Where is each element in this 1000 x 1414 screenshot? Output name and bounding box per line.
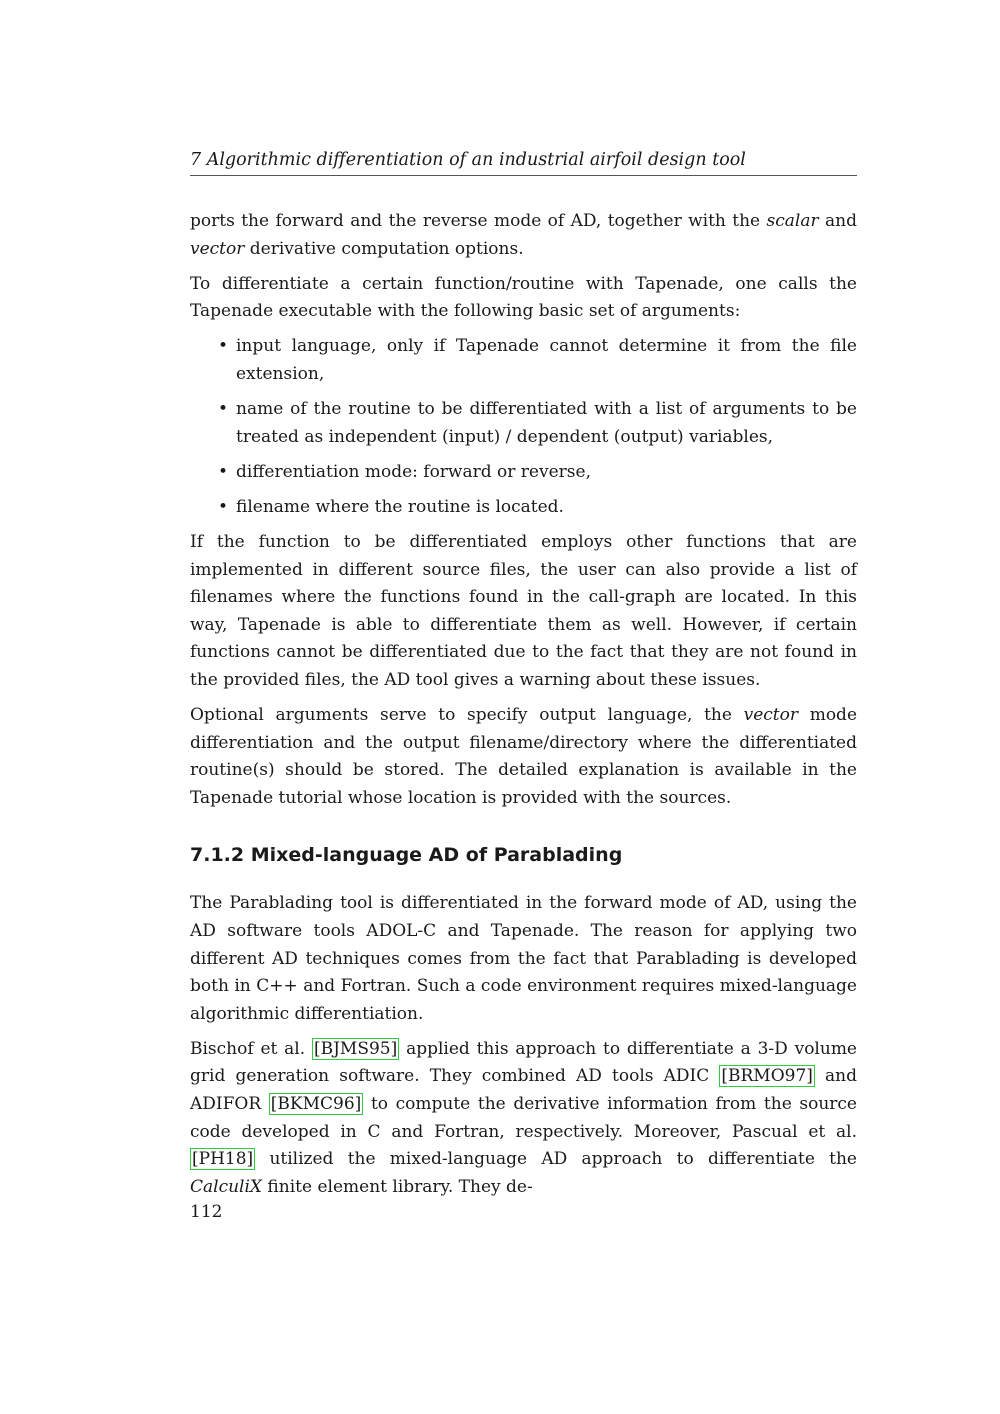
text-span: utilized the mixed-language AD approach to differentiate the: [255, 1149, 857, 1170]
paragraph-5: The Parablading tool is differentiated in the forward mode of AD, using the AD software tools ADOL-C and Tapenade. The reason for applying two different AD techniques comes from the fact that Parablading is developed both in C++ and Fortran. Such a code environment requires mixed-language algorithmic differentiation.: [190, 893, 857, 1024]
list-item: [190, 333, 857, 388]
paragraph-6: [190, 1036, 857, 1202]
paragraph-1: [190, 208, 857, 263]
list-item: [190, 459, 857, 487]
citation-link-bkmc96[interactable]: [BKMC96]: [270, 1094, 362, 1115]
bullet-icon: •: [218, 336, 229, 357]
list-item-text: name of the routine to be differentiated with a list of arguments to be treated as independent (input) / dependent (output) variables,: [236, 399, 857, 447]
citation-link-bjms95[interactable]: [BJMS95]: [313, 1038, 398, 1059]
body-text: [190, 208, 857, 1209]
text-span: Optional arguments serve to specify output language, the: [190, 705, 744, 725]
paragraph-3: If the function to be differentiated employs other functions that are implemented in different source files, the user can also provide a list of filenames where the functions found in the call-graph are located. In this way, Tapenade is able to differentiate them as well. However, if certain functions cannot be differentiated due to the fact that they are not found in the provided files, the AD tool gives a warning about these issues.: [190, 531, 857, 690]
emphasis-vector: vector: [190, 238, 245, 259]
paragraph-2: To differentiate a certain function/routine with Tapenade, one calls the Tapenade executable with the following basic set of arguments:: [190, 273, 857, 322]
text-span: and ADIFOR: [190, 1066, 857, 1115]
emphasis-vector: vector: [743, 705, 799, 725]
emphasis-calculix: CalculiX: [190, 1176, 263, 1197]
citation-link-ph18[interactable]: [PH18]: [192, 1149, 254, 1170]
list-item-text: filename where the routine is located.: [236, 496, 564, 517]
text-span: mode differentiation and the output filename/directory where the differentiated routine(s) should be stored. The detailed explanation is available in the Tapenade tutorial whose location is provided with the sources.: [190, 705, 857, 808]
text-span: Bischof et al.: [190, 1038, 312, 1059]
text-span: ports the forward and the reverse mode of AD, together with the: [190, 211, 767, 231]
bullet-icon: •: [218, 399, 229, 420]
citation-link-brmo97[interactable]: [BRMO97]: [721, 1066, 813, 1087]
argument-list: [190, 333, 857, 521]
list-item: [190, 494, 857, 522]
text-span: to compute the derivative information from the source code developed in C and Fortran, respectively. Moreover, Pascual et al.: [190, 1094, 857, 1142]
list-item-text: input language, only if Tapenade cannot determine it from the file extension,: [236, 336, 857, 384]
text-span: applied this approach to differentiate a 3-D volume grid generation software. They combined AD tools ADIC: [190, 1038, 857, 1087]
bullet-icon: •: [218, 461, 229, 482]
list-item-text: differentiation mode: forward or reverse,: [236, 461, 591, 482]
section-heading: 7.1.2 Mixed-language AD of Parablading: [190, 844, 623, 867]
text-span: derivative computation options.: [244, 238, 524, 259]
list-item: [190, 396, 857, 451]
emphasis-scalar: scalar: [766, 211, 819, 231]
bullet-icon: •: [218, 496, 229, 517]
text-span: finite element library. They de-: [262, 1176, 533, 1197]
paragraph-4: [190, 702, 857, 812]
text-span: and: [818, 211, 857, 231]
page-number: 112: [190, 1202, 223, 1222]
running-header: 7 Algorithmic differentiation of an industrial airfoil design tool: [190, 148, 857, 176]
